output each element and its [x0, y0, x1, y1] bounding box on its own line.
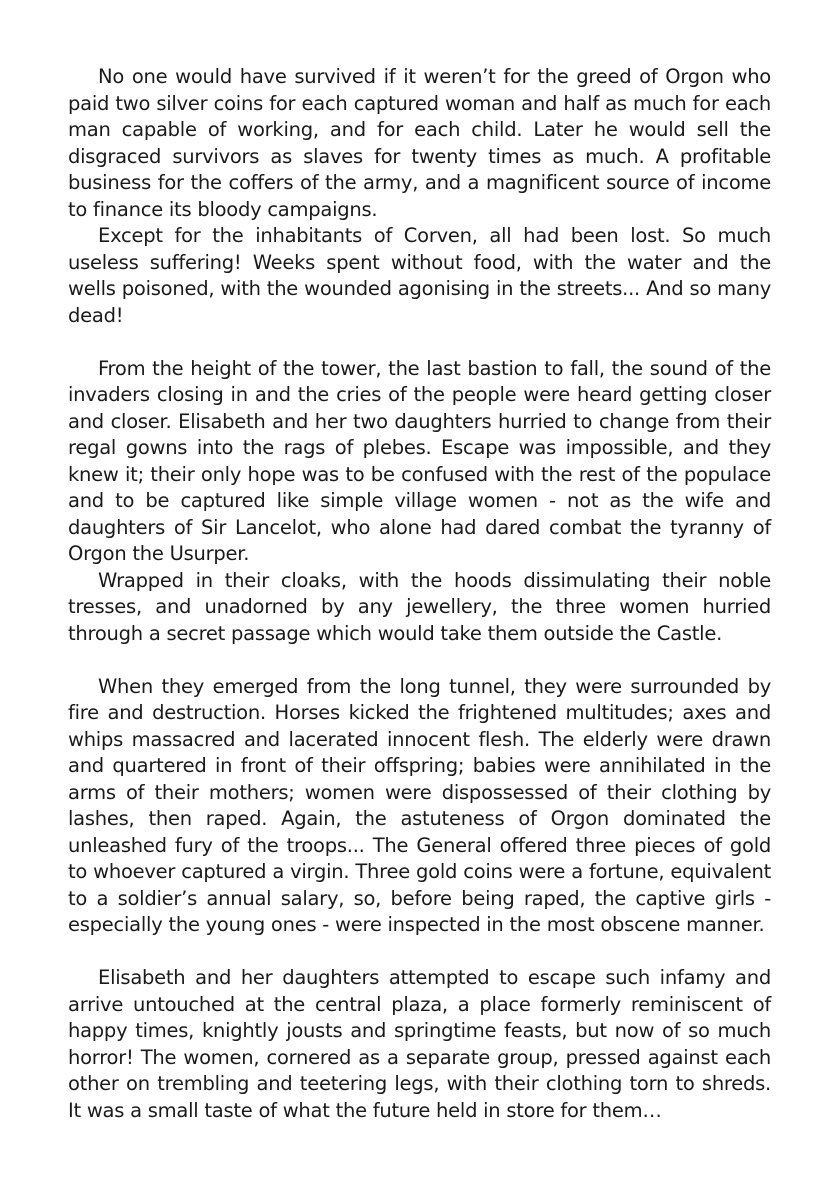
page-body — [68, 64, 771, 1124]
paragraph-6: Elisabeth and her daughters attempted to escape such infamy and arrive untouched at the central plaza, a place formerly reminiscent of happy times, knightly jousts and springtime feasts, but now of so much horror! The women, cornered as a separate group, pressed against each other on trembling and teetering legs, with their clothing torn to shreds. It was a small taste of what the future held in store for them… — [68, 966, 771, 1122]
paragraph-4: Wrapped in their cloaks, with the hoods dissimulating their noble tresses, and unadorned by any jewellery, the three women hurried through a secret passage which would take them outside the Castle. — [68, 568, 771, 645]
paragraph-1: No one would have survived if it weren’t for the greed of Orgon who paid two silver coins for each captured woman and half as much for each man capable of working, and for each child. Later he would sell the disgraced survivors as slaves for twenty times as much. A profitable business for the coffers of the army, and a magnificent source of income to finance its bloody campaigns. — [68, 65, 771, 221]
paragraph-3: From the height of the tower, the last bastion to fall, the sound of the invaders closing in and the cries of the people were heard getting closer and closer. Elisabeth and her two daughters hurried to change from their regal gowns into the rags of plebes. Escape was impossible, and they knew it; their only hope was to be confused with the rest of the populace and to be captured like simple village women - not as the wife and daughters of Sir Lancelot, who alone had dared combat the tyranny of Orgon the Usurper. — [68, 356, 771, 565]
paragraph-5: When they emerged from the long tunnel, they were surrounded by fire and destruction. Horses kicked the frightened multitudes; axes and whips massacred and lacerated innocent flesh. The elderly were drawn and quartered in front of their offspring; babies were annihilated in the arms of their mothers; women were dispossessed of their clothing by lashes, then raped. Again, the astuteness of Orgon dominated the unleashed fury of the troops... The General offered three pieces of gold to whoever captured a virgin. Three gold coins were a fortune, equivalent to a soldier’s annual salary, so, before being raped, the captive girls - especially the young ones - were inspected in the most obscene manner. — [68, 674, 771, 936]
paragraph-gap — [68, 939, 771, 966]
paragraph-2: Except for the inhabitants of Corven, all had been lost. So much useless suffering! Weeks spent without food, with the water and the wells poisoned, with the wounded agonising in the streets... And so many dead! — [68, 224, 771, 327]
paragraph-gap — [68, 329, 771, 356]
paragraph-gap — [68, 647, 771, 674]
